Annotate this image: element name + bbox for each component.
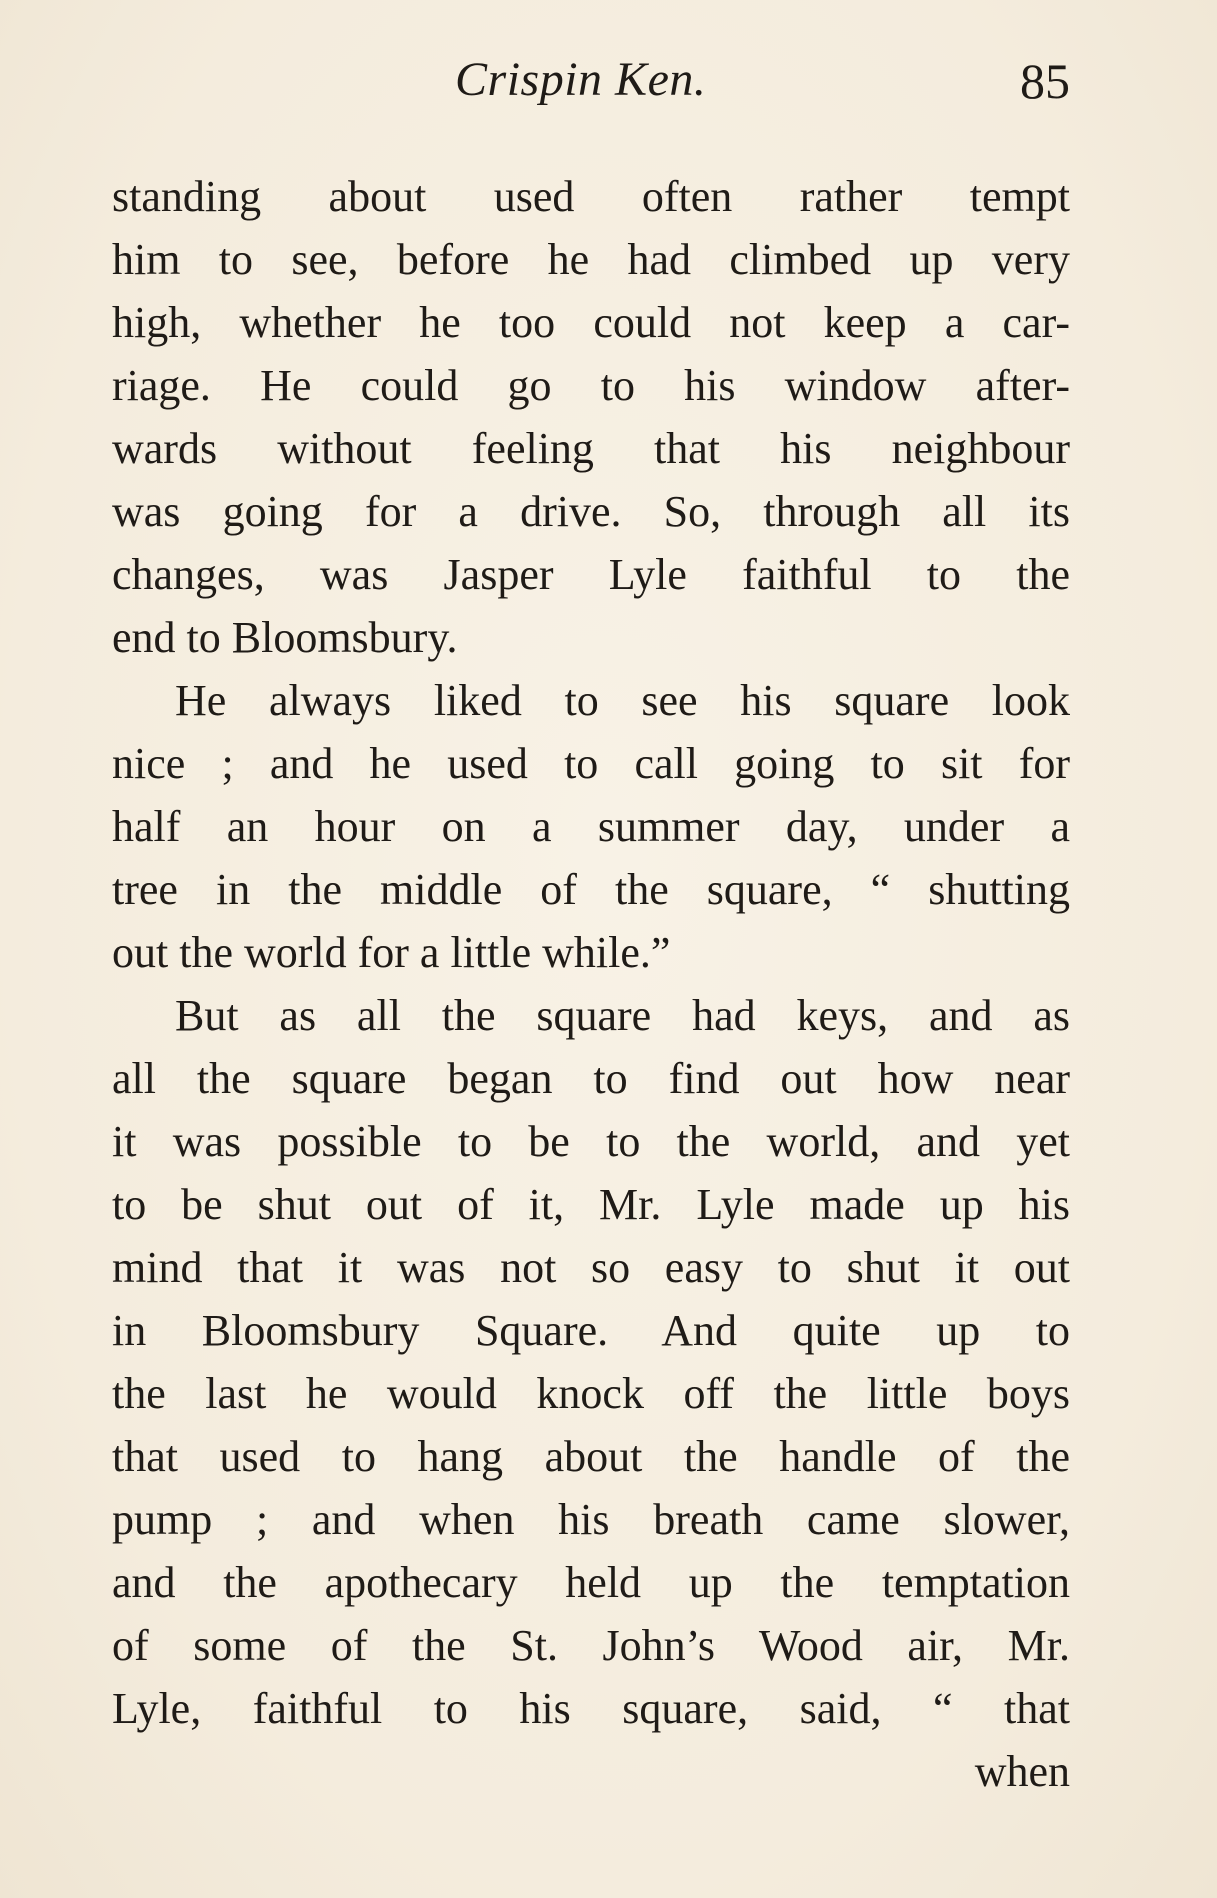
text-line: and the apothecary held up the temptation	[112, 1558, 1070, 1607]
page-number: 85	[1020, 53, 1070, 109]
text-line: was going for a drive. So, through all its	[112, 487, 1070, 536]
text-line: high, whether he too could not keep a car-	[112, 298, 1070, 347]
text-line: changes, was Jasper Lyle faithful to the	[112, 550, 1070, 599]
paragraph-end-line: end to Bloomsbury.	[112, 613, 458, 662]
text-line: standing about used often rather tempt	[112, 172, 1070, 221]
text-line: the last he would knock off the little boys	[112, 1369, 1070, 1418]
text-line: mind that it was not so easy to shut it out	[112, 1243, 1070, 1292]
text-line: that used to hang about the handle of the	[112, 1432, 1070, 1481]
text-line: half an hour on a summer day, under a	[112, 802, 1070, 851]
running-title: Crispin Ken.	[455, 53, 707, 106]
body-text	[112, 165, 1070, 1803]
text-line: tree in the middle of the square, “ shutting	[112, 865, 1070, 914]
paragraph-start-line: He always liked to see his square look	[175, 676, 1070, 725]
text-line: pump ; and when his breath came slower,	[112, 1495, 1070, 1544]
text-line: in Bloomsbury Square. And quite up to	[112, 1306, 1070, 1355]
paragraph-start-line: But as all the square had keys, and as	[175, 991, 1070, 1040]
text-line: him to see, before he had climbed up very	[112, 235, 1070, 284]
catchword: when	[974, 1747, 1070, 1796]
text-line: it was possible to be to the world, and yet	[112, 1117, 1070, 1166]
text-line: all the square began to find out how near	[112, 1054, 1070, 1103]
text-line: of some of the St. John’s Wood air, Mr.	[112, 1621, 1070, 1670]
text-line: nice ; and he used to call going to sit for	[112, 739, 1070, 788]
text-line: Lyle, faithful to his square, said, “ that	[112, 1684, 1070, 1733]
paragraph-end-line: out the world for a little while.”	[112, 928, 671, 977]
text-line: riage. He could go to his window after-	[112, 361, 1070, 410]
text-line: to be shut out of it, Mr. Lyle made up his	[112, 1180, 1070, 1229]
text-line: wards without feeling that his neighbour	[112, 424, 1070, 473]
running-head	[115, 52, 1070, 122]
